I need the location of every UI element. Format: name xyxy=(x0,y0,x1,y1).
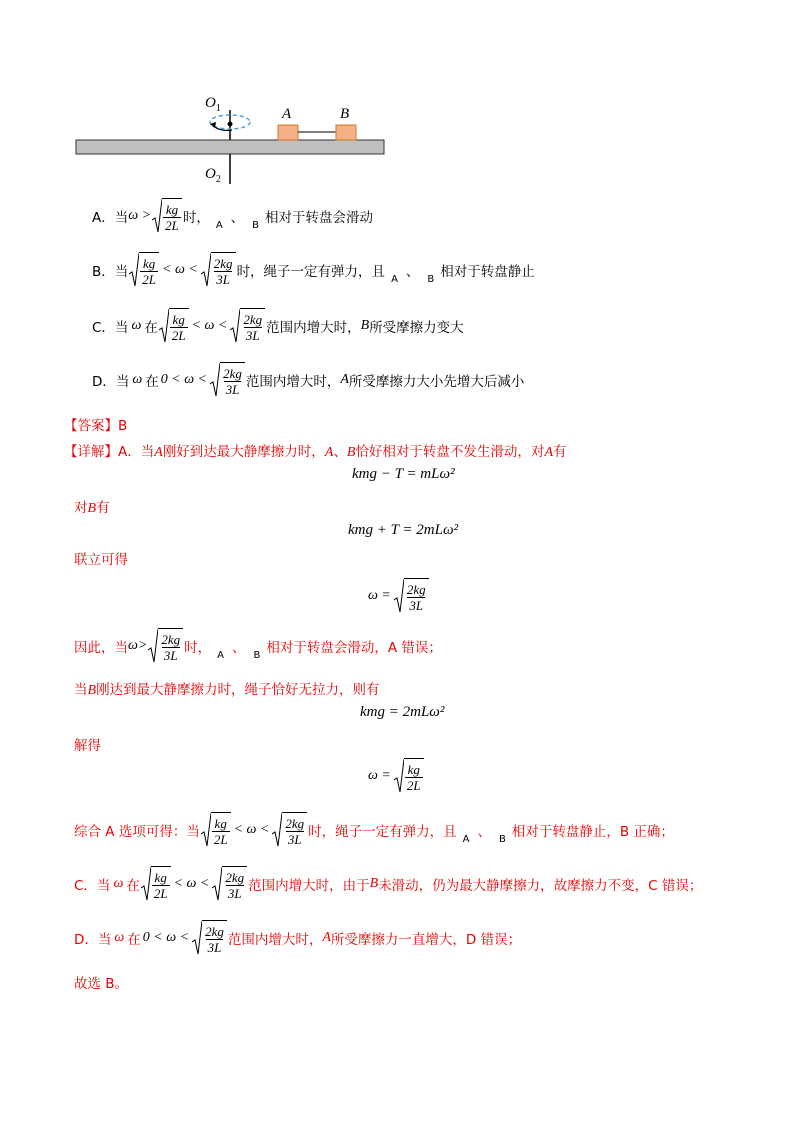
equation-3: ω = $\frac{2kg}{3L}$ xyxy=(368,578,430,614)
explain-line-6: 解得 xyxy=(74,738,101,754)
block-b xyxy=(336,125,356,140)
label-o1: $O_1$ xyxy=(205,95,221,114)
explain-line-5: 当B刚达到最大静摩擦力时，绳子恰好无拉力，则有 xyxy=(74,682,380,698)
explain-line-1: 【详解】A．当A刚好到达最大静摩擦力时，A、B恰好相对于转盘不发生滑动，对A有 xyxy=(64,444,567,460)
explain-line-4: 因此，当 ω> $\frac{2kg}{3L}$ 时， A 、 B 相对于转盘会滑动，A 错误； xyxy=(74,628,442,664)
explain-line-9: D．当 ω 在 0 < ω < $\frac{2kg}{3L}$ 范围内增大时， A 所受摩擦力一直增大，D 错误； xyxy=(74,920,521,956)
label-o2: $O_2$ xyxy=(205,166,221,185)
equation-5: ω = $\frac{kg}{2L}$ xyxy=(368,758,425,794)
option-d: D．当 ω 在 0 < ω < $\frac{2kg}{3L}$ 范围内增大时， A 所受摩擦力大小先增大后减小 xyxy=(92,362,524,398)
label-b: B xyxy=(340,106,350,122)
explain-line-7: 综合 A 选项可得：当 $\frac{kg}{2L}$ < ω < $\frac{2kg}{3L}$ 时，绳子一定有弹力，且 A 、 B 相对于转盘静止，B 正确； xyxy=(74,812,674,848)
equation-1: kmg − T = mLω² xyxy=(352,466,455,482)
option-b: B．当 $\frac{kg}{2L}$ < ω < $\frac{2kg}{3L}$ 时，绳子一定有弹力，且 A 、 B 相对于转盘静止 xyxy=(92,252,535,288)
explain-line-8: C．当 ω 在 $\frac{kg}{2L}$ < ω < $\frac{2kg}{3L}$ 范围内增大时，由于 B 未滑动，仍为最大静摩擦力，故摩擦力不变，C 错误； xyxy=(74,866,702,902)
block-a xyxy=(278,125,298,140)
axis-point xyxy=(228,122,233,127)
turntable-disk xyxy=(76,140,384,154)
label-a: A xyxy=(282,106,292,122)
rotating-disk-figure xyxy=(60,88,400,188)
explain-conclusion: 故选 B。 xyxy=(74,976,129,992)
explain-line-3: 联立可得 xyxy=(74,552,128,568)
equation-4: kmg = 2mLω² xyxy=(360,704,445,720)
answer-line: 【答案】B xyxy=(64,418,128,434)
option-a: A．当 ω > $\frac{kg}{2L}$ 时， A 、 B 相对于转盘会滑动 xyxy=(92,198,373,234)
explain-line-2: 对B有 xyxy=(74,500,110,516)
equation-2: kmg + T = 2mLω² xyxy=(348,522,459,538)
option-c: C．当 ω 在 $\frac{kg}{2L}$ < ω < $\frac{2kg}{3L}$ 范围内增大时， B 所受摩擦力变大 xyxy=(92,308,464,344)
